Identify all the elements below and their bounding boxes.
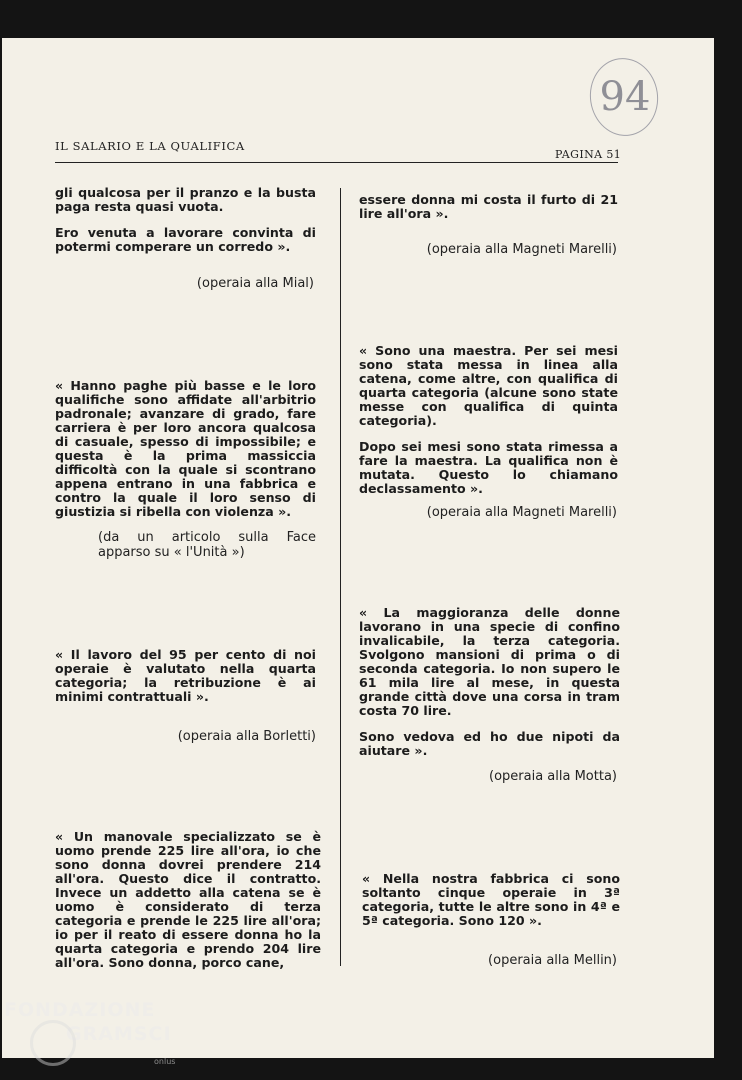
quote-paragraph: « Un manovale specializzato se è uomo prende 225 lire all'ora, io che sono donna dovrei prendere 214 all'ora. Questo dice il contratto. Invece un addetto alla catena se è uomo è considerato di terza categoria e prende le 225 lire all'ora; io per il reato di essere donna ho la quarta categoria e prendo 204 lire all'ora. Sono donna, porco cane,	[55, 829, 321, 970]
header-rule	[55, 162, 618, 163]
quote-motta	[359, 606, 620, 758]
quote-mellin	[362, 872, 620, 928]
fondazione-gramsci-watermark: FONDAZIONE GRAMSCI onlus	[4, 999, 176, 1066]
quote-paragraph: « Sono una maestra. Per sei mesi sono stata messa in linea alla catena, come altre, con qualifica di quarta categoria (alcune sono state messe con qualifica di quinta categoria).	[359, 343, 618, 428]
quote-paragraph: « Hanno paghe più basse e le loro qualifiche sono affidate all'arbitrio padronale; avanzare di grado, fare carriera è per loro ancora qualcosa di casuale, spesso di impossibile; e questa è la prima massiccia difficoltà con la quale si scontrano appena entrano in una fabbrica e contro la quale il loro senso di giustizia si ribella con violenza ».	[55, 378, 316, 519]
source-attribution: (operaia alla Mial)	[196, 276, 314, 291]
quote-mial	[55, 186, 316, 254]
quote-paragraph: gli qualcosa per il pranzo e la busta paga resta quasi vuota.	[55, 185, 316, 214]
quote-paragraph: « Nella nostra fabbrica ci sono soltanto cinque operaie in 3ª categoria, tutte le altre sono in 4ª e 5ª categoria. Sono 120 ».	[362, 871, 620, 928]
quote-paragraph: « Il lavoro del 95 per cento di noi operaie è valutato nella quarta categoria; la retribuzione è ai minimi contrattuali ».	[55, 647, 316, 704]
page-label: PAGINA 51	[555, 148, 622, 161]
quote-maestra	[359, 344, 618, 496]
column-divider	[340, 188, 341, 966]
section-title: IL SALARIO E LA QUALIFICA	[55, 139, 245, 153]
quote-paragraph: essere donna mi costa il furto di 21 lire all'ora ».	[359, 192, 618, 221]
quote-face	[55, 379, 316, 519]
source-attribution: (operaia alla Magneti Marelli)	[426, 242, 617, 257]
source-attribution: (operaia alla Magneti Marelli)	[426, 505, 617, 520]
quote-paragraph: « La maggioranza delle donne lavorano in una specie di confino invalicabile, la terza categoria. Svolgono mansioni di prima o di seconda categoria. Io non supero le 61 mila lire al mese, in questa grande città dove una corsa in tram costa 70 lire.	[359, 605, 620, 718]
quote-paragraph: Ero venuta a lavorare convinta di potermi comperare un corredo ».	[55, 225, 316, 254]
quote-manovale	[55, 830, 321, 970]
source-attribution: (operaia alla Motta)	[489, 769, 617, 784]
quote-magneti-1	[359, 193, 618, 221]
source-attribution: (da un articolo sulla Face apparso su « l'Unità »)	[98, 530, 316, 560]
quote-paragraph: Sono vedova ed ho due nipoti da aiutare ».	[359, 729, 620, 758]
quote-paragraph: Dopo sei mesi sono stata rimessa a fare la maestra. La qualifica non è mutata. Questo lo chiamano declassamento ».	[359, 439, 618, 496]
logo-g-ring	[30, 1020, 76, 1066]
source-attribution: (operaia alla Borletti)	[177, 729, 316, 744]
handwritten-page-number: 94	[590, 58, 660, 136]
handwritten-circle	[585, 54, 663, 141]
source-attribution: (operaia alla Mellin)	[488, 953, 617, 968]
quote-borletti	[55, 648, 316, 704]
